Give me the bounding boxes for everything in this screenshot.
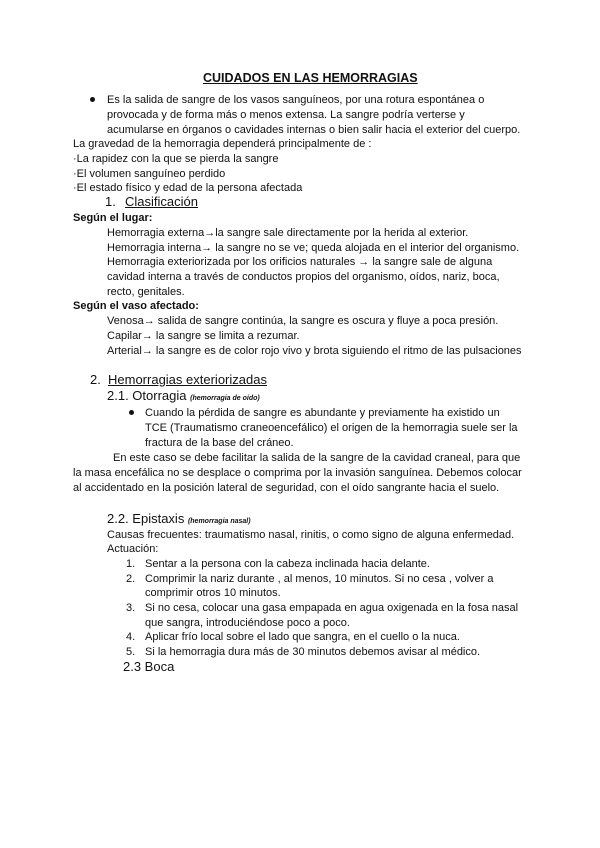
lugar-line: cavidad interna a través de conductos propios del organismo, oídos, nariz, boca, bbox=[107, 271, 500, 283]
step-line: Sentar a la persona con la cabeza inclinada hacia delante. bbox=[145, 558, 430, 570]
otorragia-paragraph-line: la masa encefálica no se desplace o comprima por la invasión sanguínea. Debemos colocar bbox=[73, 467, 522, 479]
epistaxis-causes: Causas frecuentes: traumatismo nasal, rinitis, o como signo de alguna enfermedad. bbox=[107, 529, 515, 541]
intro-line: Es la salida de sangre de los vasos sanguíneos, por una rotura espontánea o bbox=[107, 94, 485, 106]
section-number: 1. bbox=[105, 194, 116, 209]
lugar-line: Hemorragia exteriorizada por los orificios naturales → la sangre sale de alguna bbox=[107, 256, 493, 268]
gravity-item: ·La rapidez con la que se pierda la sangre bbox=[73, 153, 279, 165]
section-title-clasificacion: Clasificación bbox=[125, 194, 198, 209]
bullet-icon bbox=[90, 97, 95, 102]
epistaxis-heading-text: 2.2. Epistaxis bbox=[107, 511, 185, 526]
step-line: comprimir otros 10 minutos. bbox=[145, 587, 281, 599]
otorragia-heading bbox=[107, 389, 260, 406]
intro-line: provocada y de forma más o menos extensa. La sangre podría verterse y bbox=[107, 109, 465, 121]
section-number: 2. bbox=[90, 372, 101, 387]
step-line: Si no cesa, colocar una gasa empapada en agua oxigenada en la fosa nasal bbox=[145, 602, 519, 614]
bullet-icon bbox=[129, 410, 134, 415]
step-line: Comprimir la nariz durante , al menos, 10 minutos. Si no cesa , volver a bbox=[145, 573, 494, 585]
otorragia-note: (hemorragia de oído) bbox=[190, 395, 260, 402]
step-number: 2. bbox=[126, 573, 136, 585]
otorragia-paragraph-line: En este caso se debe facilitar la salida de la sangre de la cavidad craneal, para que bbox=[113, 452, 521, 464]
step-line: Si la hemorragia dura más de 30 minutos debemos avisar al médico. bbox=[145, 646, 481, 658]
lugar-line: Hemorragia interna→ la sangre no se ve; queda alojada en el interior del organismo. bbox=[107, 242, 520, 254]
epistaxis-note: (hemorragia nasal) bbox=[187, 518, 251, 525]
lugar-line: recto, genitales. bbox=[107, 286, 185, 298]
step-number: 5. bbox=[126, 646, 136, 658]
vaso-line: Capilar→ la sangre se limita a rezumar. bbox=[107, 330, 300, 342]
step-line: Aplicar frío local sobre el lado que sangra, en el cuello o la nuca. bbox=[145, 631, 460, 643]
step-line: que sangra, introduciéndose poco a poco. bbox=[145, 617, 350, 629]
lugar-heading: Según el lugar: bbox=[73, 212, 153, 224]
intro-line: acumularse en órganos o cavidades internas o bien salir hacia el exterior del cuerpo. bbox=[107, 124, 521, 136]
epistaxis-heading bbox=[107, 512, 251, 529]
otorragia-bullet-line: Cuando la pérdida de sangre es abundante y previamente ha existido un bbox=[145, 407, 500, 419]
document-title: CUIDADOS EN LAS HEMORRAGIAS bbox=[203, 71, 418, 85]
step-number: 1. bbox=[126, 558, 136, 570]
epistaxis-actuacion: Actuación: bbox=[107, 543, 159, 555]
vaso-line: Venosa→ salida de sangre continúa, la sangre es oscura y fluye a poca presión. bbox=[107, 315, 499, 327]
gravity-item: ·El estado físico y edad de la persona afectada bbox=[73, 182, 303, 194]
step-number: 4. bbox=[126, 631, 136, 643]
step-number: 3. bbox=[126, 602, 136, 614]
otorragia-bullet-line: fractura de la base del cráneo. bbox=[145, 437, 294, 449]
lugar-line: Hemorragia externa→la sangre sale directamente por la herida al exterior. bbox=[107, 227, 469, 239]
gravity-item: ·El volumen sanguíneo perdido bbox=[73, 168, 226, 180]
otorragia-bullet-line: TCE (Traumatismo craneoencefálico) el origen de la hemorragia suele ser la bbox=[145, 422, 518, 434]
vaso-line: Arterial→ la sangre es de color rojo vivo y brota siguiendo el ritmo de las pulsaciones bbox=[107, 345, 522, 357]
section-title-exteriorizadas: Hemorragias exteriorizadas bbox=[108, 372, 267, 387]
otorragia-paragraph-line: al accidentado en la posición lateral de seguridad, con el oído sangrante hacia el suelo. bbox=[73, 482, 500, 494]
gravity-intro: La gravedad de la hemorragia dependerá principalmente de : bbox=[73, 138, 372, 150]
otorragia-heading-text: 2.1. Otorragia bbox=[107, 388, 187, 403]
boca-heading: 2.3 Boca bbox=[123, 659, 175, 674]
vaso-heading: Según el vaso afectado: bbox=[73, 300, 199, 312]
